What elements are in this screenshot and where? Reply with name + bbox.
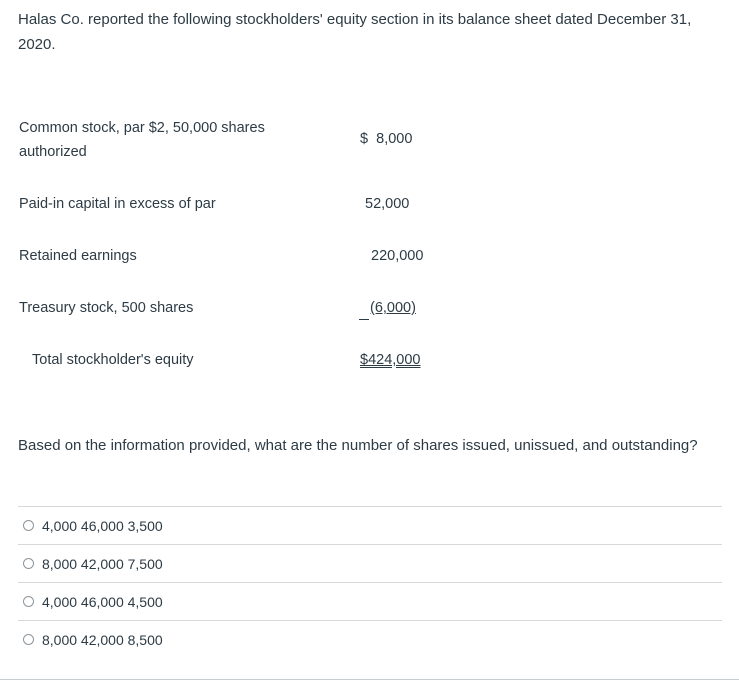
common-stock-label-line2: authorized [19, 144, 87, 160]
answer-label: 8,000 42,000 8,500 [42, 631, 163, 648]
answer-option-4[interactable] [18, 620, 722, 658]
answer-options [18, 506, 722, 658]
common-stock-value: 8,000 [376, 131, 413, 147]
answer-option-1[interactable] [18, 506, 722, 544]
question-text: Based on the information provided, what are the number of shares issued, unissued, and outstanding? [18, 437, 698, 454]
paid-in-capital-label: Paid-in capital in excess of par [19, 196, 216, 212]
underline-leader [359, 304, 369, 320]
answer-label: 4,000 46,000 3,500 [42, 517, 163, 534]
paid-in-capital-amount: 52,000 [365, 196, 410, 212]
retained-earnings-label: Retained earnings [19, 248, 137, 264]
treasury-stock-amount [359, 296, 416, 320]
total-equity-amount: $424,000 [360, 352, 421, 368]
radio-button-icon[interactable] [23, 596, 34, 607]
common-stock-label [19, 116, 299, 164]
answer-option-2[interactable] [18, 544, 722, 582]
treasury-stock-value: (6,000) [370, 300, 416, 316]
answer-label: 4,000 46,000 4,500 [42, 593, 163, 610]
answer-option-3[interactable] [18, 582, 722, 620]
bottom-divider [0, 679, 739, 680]
treasury-stock-label: Treasury stock, 500 shares [19, 300, 194, 316]
radio-button-icon[interactable] [23, 558, 34, 569]
radio-button-icon[interactable] [23, 634, 34, 645]
question-intro: Halas Co. reported the following stockholders' equity section in its balance sheet dated December 31, 2020. [18, 11, 692, 53]
answer-label: 8,000 42,000 7,500 [42, 555, 163, 572]
total-equity-label: Total stockholder's equity [32, 352, 194, 368]
currency-symbol: $ [360, 131, 369, 147]
retained-earnings-amount: 220,000 [371, 248, 424, 264]
common-stock-amount [360, 127, 412, 151]
common-stock-label-line1: Common stock, par $2, 50,000 shares [19, 120, 265, 136]
radio-button-icon[interactable] [23, 520, 34, 531]
